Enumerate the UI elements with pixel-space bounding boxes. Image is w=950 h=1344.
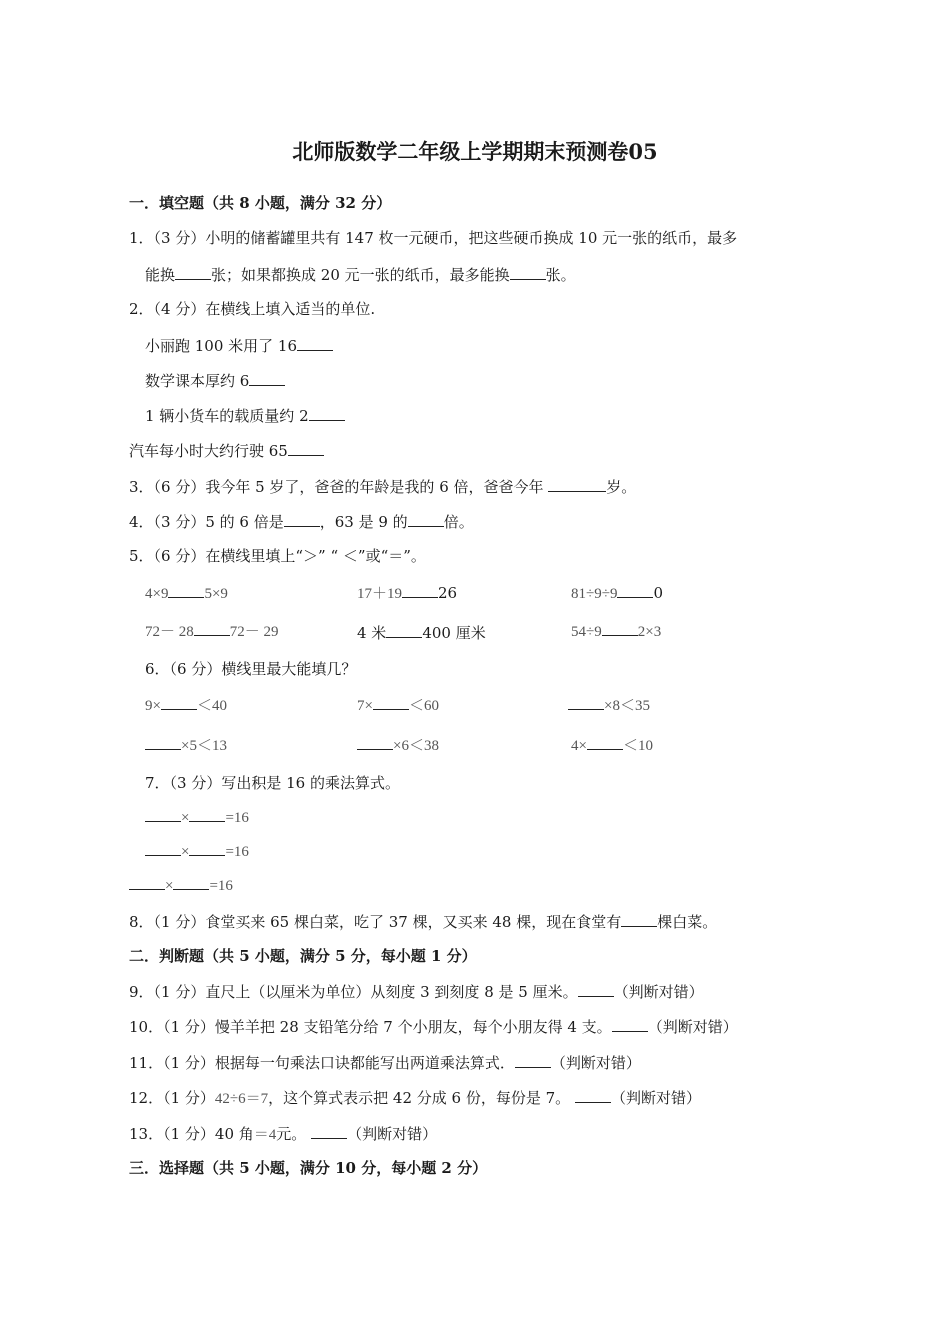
section-heading-fill: 一．填空题（共 8 小题，满分 32 分） [129, 194, 392, 212]
expr-right: ×6＜38 [393, 738, 439, 754]
question-1-text-a: 能换 [145, 266, 176, 284]
item-text: 小丽跑 100 米用了 16 [145, 337, 298, 355]
judge-hint: （判断对错） [610, 1089, 701, 1107]
item-text: 数学课本厚约 6 [145, 372, 250, 390]
expr-left: 9× [145, 698, 161, 714]
answer-blank[interactable] [194, 620, 230, 636]
answer-blank[interactable] [515, 1052, 551, 1068]
expr-right: ＜10 [622, 738, 653, 754]
inequality-item [145, 734, 227, 756]
answer-blank[interactable] [548, 476, 606, 492]
question-1-line-1: 1．（3 分）小明的储蓄罐里共有 147 枚一元硬币，把这些硬币换成 10 元一张的纸币，最多 [129, 229, 738, 247]
answer-blank[interactable] [373, 694, 409, 710]
question-3 [129, 476, 636, 497]
question-4-text-a: 4．（3 分）5 的 6 倍是 [129, 513, 284, 531]
expr-left: 4 米 [357, 624, 387, 642]
inequality-item [568, 694, 650, 716]
times-sign: × [181, 844, 190, 860]
expr-right: ＜40 [196, 698, 227, 714]
question-13 [129, 1123, 437, 1145]
answer-blank[interactable] [168, 582, 204, 598]
judge-hint: （判断对错） [613, 983, 704, 1001]
inequality-item [571, 734, 653, 756]
expr-left: 54÷9 [571, 624, 602, 640]
answer-blank[interactable] [510, 264, 546, 280]
question-7-stem: 7．（3 分）写出积是 16 的乘法算式。 [145, 774, 400, 792]
question-2-item [145, 370, 285, 391]
answer-blank[interactable] [575, 1087, 611, 1103]
question-8 [129, 911, 717, 932]
question-13-text-a: 13．（1 分）40 角 [129, 1125, 254, 1143]
expr-right: ×8＜35 [604, 698, 650, 714]
page-title: 北师版数学二年级上学期期末预测卷05 [292, 139, 658, 164]
answer-blank[interactable] [129, 874, 165, 890]
question-5-stem: 5．（6 分）在横线里填上“＞” “ ＜”或“＝”。 [129, 547, 426, 565]
compare-item [571, 582, 663, 604]
judge-hint: （判断对错） [550, 1054, 641, 1072]
answer-blank[interactable] [145, 806, 181, 822]
expr-right: 26 [438, 584, 458, 602]
division-expression: 42÷6＝7 [214, 1091, 269, 1107]
expr-right: ＜60 [408, 698, 439, 714]
question-11-text: 11．（1 分）根据每一句乘法口诀都能写出两道乘法算式． [129, 1054, 515, 1072]
answer-blank[interactable] [309, 405, 345, 421]
question-4-text-c: 倍。 [443, 513, 474, 531]
question-10-text: 10．（1 分）慢羊羊把 28 支铅笔分给 7 个小朋友，每个小朋友得 4 支。 [129, 1018, 612, 1036]
answer-blank[interactable] [311, 1123, 347, 1139]
question-6-stem: 6．（6 分）横线里最大能填几？ [145, 660, 357, 678]
expr-right: 2×3 [637, 624, 662, 640]
answer-blank[interactable] [288, 440, 324, 456]
expr-left: 81÷9÷9 [571, 586, 618, 602]
expr-left: 4×9 [145, 586, 169, 602]
answer-blank[interactable] [386, 622, 422, 638]
answer-blank[interactable] [175, 264, 211, 280]
times-sign: × [165, 878, 174, 894]
answer-blank[interactable] [161, 694, 197, 710]
expr-right: 5×9 [204, 586, 228, 602]
compare-item [357, 582, 457, 604]
question-4-text-b: ，63 是 9 的 [319, 513, 408, 531]
question-2-item [145, 405, 345, 426]
answer-blank[interactable] [297, 335, 333, 351]
answer-blank[interactable] [617, 582, 653, 598]
product-equation [145, 806, 249, 828]
question-12-text-b: ，这个算式表示把 42 分成 6 份，每份是 7。 [268, 1089, 575, 1107]
section-heading-judge: 二．判断题（共 5 小题，满分 5 分，每小题 1 分） [129, 947, 477, 965]
answer-blank[interactable] [578, 981, 614, 997]
equals-expression: ＝4 [253, 1127, 277, 1143]
inequality-item [357, 734, 439, 756]
answer-blank[interactable] [145, 840, 181, 856]
item-text: 1 辆小货车的载质量约 2 [145, 407, 309, 425]
expr-left: 7× [357, 698, 373, 714]
answer-blank[interactable] [621, 911, 657, 927]
product-equation [129, 874, 233, 896]
question-4 [129, 511, 474, 532]
question-9-text: 9．（1 分）直尺上（以厘米为单位）从刻度 3 到刻度 8 是 5 厘米。 [129, 983, 578, 1001]
answer-blank[interactable] [284, 511, 320, 527]
judge-hint: （判断对错） [647, 1018, 738, 1036]
expr-left: 4× [571, 738, 587, 754]
question-2-stem: 2．（4 分）在横线上填入适当的单位. [129, 300, 376, 318]
question-8-text-b: 棵白菜。 [657, 913, 718, 931]
compare-item [145, 620, 279, 642]
question-10 [129, 1016, 738, 1037]
answer-blank[interactable] [173, 874, 209, 890]
answer-blank[interactable] [408, 511, 444, 527]
product-equation [145, 840, 249, 862]
question-2-item [129, 440, 324, 461]
answer-blank[interactable] [189, 840, 225, 856]
compare-item [357, 622, 486, 643]
times-sign: × [181, 810, 190, 826]
question-2-item [145, 335, 333, 356]
expr-right: 72－ 29 [229, 624, 279, 640]
item-text: 汽车每小时大约行驶 65 [129, 442, 288, 460]
compare-item [145, 582, 228, 604]
answer-blank[interactable] [568, 694, 604, 710]
question-13-text-b: 元。 [276, 1125, 312, 1143]
answer-blank[interactable] [612, 1016, 648, 1032]
question-9 [129, 981, 704, 1002]
answer-blank[interactable] [145, 734, 181, 750]
equals-16: =16 [209, 878, 233, 894]
expr-right: 0 [653, 584, 664, 602]
question-3-text-b: 岁。 [606, 478, 637, 496]
compare-item [571, 620, 661, 642]
question-12 [129, 1087, 701, 1109]
expr-right: 400 厘米 [422, 624, 486, 642]
expr-left: 72－ 28 [145, 624, 194, 640]
answer-blank[interactable] [402, 582, 438, 598]
equals-16: =16 [225, 810, 249, 826]
answer-blank[interactable] [602, 620, 638, 636]
question-8-text-a: 8．（1 分）食堂买来 65 棵白菜，吃了 37 棵，又买来 48 棵，现在食堂有 [129, 913, 622, 931]
inequality-item [145, 694, 227, 716]
question-1-text-c: 张。 [545, 266, 576, 284]
question-1-line-2 [145, 264, 576, 285]
question-1-text-b: 张；如果都换成 20 元一张的纸币，最多能换 [211, 266, 510, 284]
answer-blank[interactable] [357, 734, 393, 750]
answer-blank[interactable] [587, 734, 623, 750]
question-11 [129, 1052, 641, 1073]
expr-right: ×5＜13 [181, 738, 227, 754]
question-3-text-a: 3．（6 分）我今年 5 岁了，爸爸的年龄是我的 6 倍，爸爸今年 [129, 478, 549, 496]
question-12-text-a: 12．（1 分） [129, 1089, 215, 1107]
answer-blank[interactable] [189, 806, 225, 822]
judge-hint: （判断对错） [347, 1125, 438, 1143]
equals-16: =16 [225, 844, 249, 860]
inequality-item [357, 694, 439, 716]
expr-left: 17＋19 [357, 586, 403, 602]
answer-blank[interactable] [249, 370, 285, 386]
section-heading-choice: 三．选择题（共 5 小题，满分 10 分，每小题 2 分） [129, 1159, 488, 1177]
